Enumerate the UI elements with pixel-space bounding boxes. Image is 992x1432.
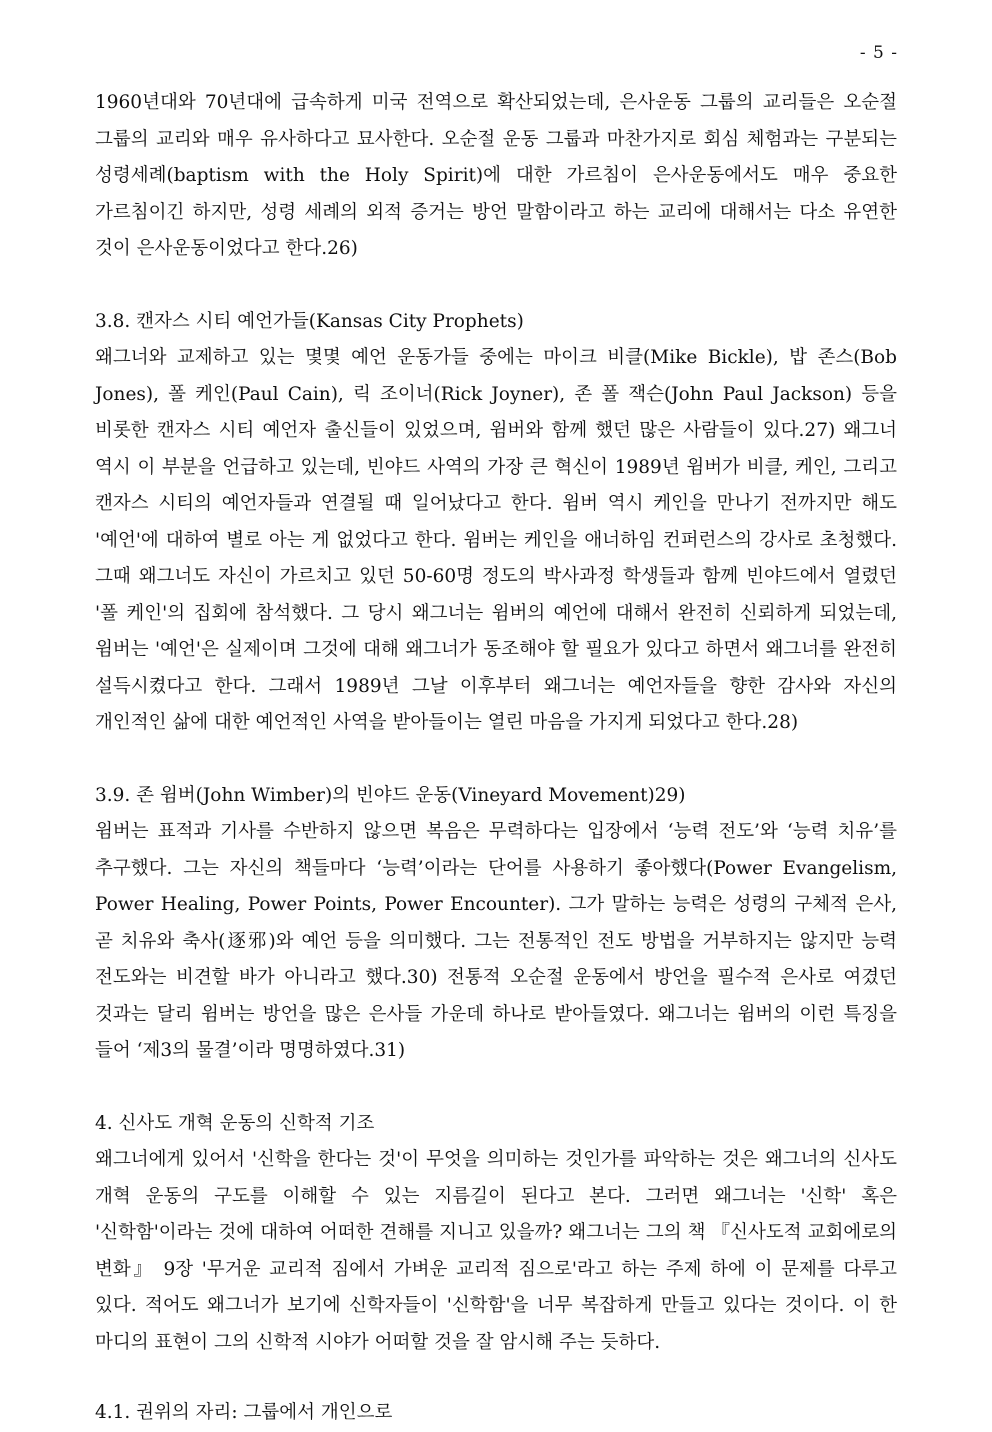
section-gap xyxy=(95,742,897,778)
section-3-9-paragraph: 윔버는 표적과 기사를 수반하지 않으면 복음은 무력하다는 입장에서 ‘능력 전도’와 ‘능력 치유’를 추구했다. 그는 자신의 책들마다 ‘능력’이라는 단어를 사용하기 좋아했다(Power Evangelism, Power Healing, Power Points, Power Encounter). 그가 말하는 능력은 성령의 구체적 은사, 곧 치유와 축사(逐邪)와 예언 등을 의미했다. 그는 전통적인 전도 방법을 거부하지는 않지만 능력 전도와는 비견할 바가 아니라고 했다.30) 전통적 오순절 운동에서 방언을 필수적 은사로 여겼던 것과는 달리 윔버는 방언을 많은 은사들 가운데 하나로 받아들였다. 왜그너는 윔버의 이런 특징을 들어 ‘제3의 물결’이라 명명하였다.31) xyxy=(95,821,897,1061)
section-gap xyxy=(95,1361,897,1395)
section-gap xyxy=(95,268,897,304)
section-3-8-heading: 3.8. 캔자스 시티 예언가들(Kansas City Prophets) xyxy=(95,310,524,332)
section-4-paragraph: 왜그너에게 있어서 '신학을 한다는 것'이 무엇을 의미하는 것인가를 파악하는 것은 왜그너의 신사도 개혁 운동의 구도를 이해할 수 있는 지름길이 된다고 본다. 그러면 왜그너는 '신학' 혹은 '신학함'이라는 것에 대하여 어떠한 견해를 지니고 있을까? 왜그너는 그의 책 『신사도적 교회에로의 변화』 9장 '무거운 교리적 짐에서 가벼운 교리적 짐으로'라고 하는 주제 하에 이 문제를 다루고 있다. 적어도 왜그너가 보기에 신학자들이 '신학함'을 너무 복잡하게 만들고 있다는 것이다. 이 한 마디의 표현이 그의 신학적 시야가 어떠할 것을 잘 암시해 주는 듯하다. xyxy=(95,1149,897,1353)
section-3-9-heading: 3.9. 존 윔버(John Wimber)의 빈야드 운동(Vineyard Movement)29) xyxy=(95,784,686,806)
section-4-1-heading: 4.1. 권위의 자리: 그룹에서 개인으로 xyxy=(95,1402,393,1423)
section-3-8-paragraph: 왜그너와 교제하고 있는 몇몇 예언 운동가들 중에는 마이크 비클(Mike Bickle), 밥 존스(Bob Jones), 폴 케인(Paul Cain), 릭 조이너(Rick Joyner), 존 폴 잭슨(John Paul Jackson) 등을 비롯한 캔자스 시티 예언자 출신들이 있었으며, 윔버와 함께 했던 많은 사람들이 있다.27) 왜그너 역시 이 부분을 언급하고 있는데, 빈야드 사역의 가장 큰 혁신이 1989년 윔버가 비클, 케인, 그리고 캔자스 시티의 예언자들과 연결될 때 일어났다고 한다. 윔버 역시 케인을 만나기 전까지만 해도 '예언'에 대하여 별로 아는 게 없었다고 한다. 윔버는 케인을 애너하임 컨퍼런스의 강사로 초청했다. 그때 왜그너도 자신이 가르치고 있던 50-60명 정도의 박사과정 학생들과 함께 빈야드에서 열렸던 '폴 케인'의 집회에 참석했다. 그 당시 왜그너는 윔버의 예언에 대해서 완전히 신뢰하게 되었는데, 윔버는 '예언'은 실제이며 그것에 대해 왜그너가 동조해야 할 필요가 있다고 하면서 왜그너를 완전히 설득시켰다고 한다. 그래서 1989년 그날 이후부터 왜그너는 예언자들을 향한 감사와 자신의 개인적인 삶에 대한 예언적인 사역을 받아들이는 열린 마음을 가지게 되었다고 한다.28) xyxy=(95,347,897,733)
section-4-heading: 4. 신사도 개혁 운동의 신학적 기조 xyxy=(95,1112,375,1134)
section-gap xyxy=(95,1070,897,1106)
document-body xyxy=(95,85,897,1432)
intro-paragraph: 1960년대와 70년대에 급속하게 미국 전역으로 확산되었는데, 은사운동 그룹의 교리들은 오순절 그룹의 교리와 매우 유사하다고 묘사한다. 오순절 운동 그룹과 마찬가지로 회심 체험과는 구분되는 성령세례(baptism with the Holy Spirit)에 대한 가르침이 은사운동에서도 매우 중요한 가르침이긴 하지만, 성령 세례의 외적 증거는 방언 말함이라고 하는 교리에 대해서는 다소 유연한 것이 은사운동이었다고 한다.26) xyxy=(95,92,897,259)
page-number: - 5 - xyxy=(859,43,898,63)
